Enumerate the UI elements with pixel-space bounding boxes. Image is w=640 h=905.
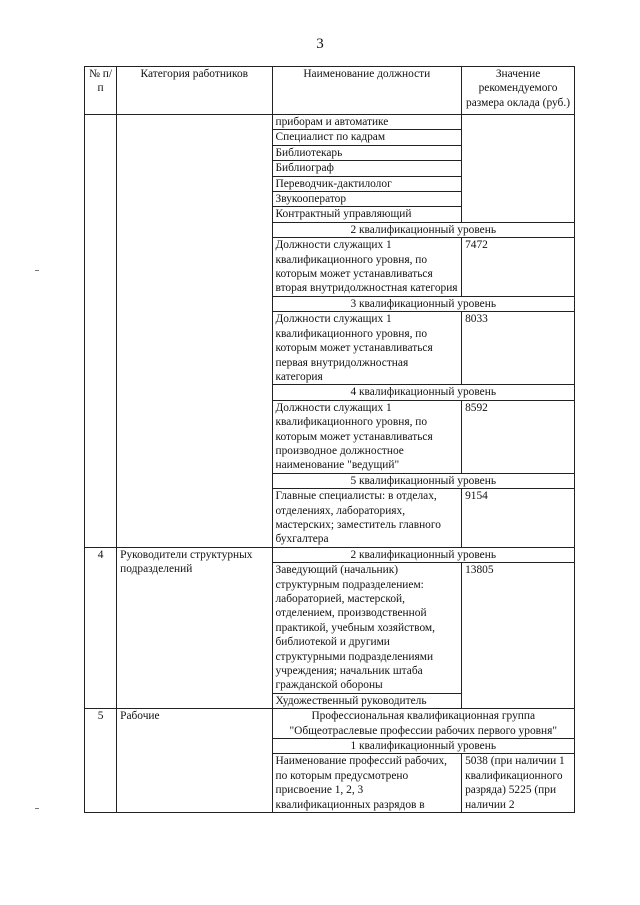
position-cell: Переводчик-дактилолог (272, 176, 462, 191)
salary-cell: 9154 (462, 489, 575, 548)
salary-table (84, 66, 575, 813)
row-num: 5 (85, 709, 117, 813)
table-header-row (85, 67, 575, 115)
group-title: Профессиональная квалификационная группа "Общеотраслевые профессии рабочих первого уровня" (272, 709, 575, 739)
salary-cell-empty (462, 115, 575, 223)
position-cell: Библиотекарь (272, 145, 462, 160)
position-cell: Библиограф (272, 161, 462, 176)
position-cell: Главные специалисты: в отделах, отделениях, лабораториях, мастерских; заместитель главного бухгалтера (272, 489, 462, 548)
level-title: 4 квалификационный уровень (272, 385, 575, 400)
header-position: Наименование должности (272, 67, 462, 115)
position-cell: Звукооператор (272, 192, 462, 207)
position-cell: приборам и автоматике (272, 115, 462, 130)
salary-cell: 13805 (462, 563, 575, 709)
salary-cell: 5038 (при наличии 1 квалификационного разряда) 5225 (при наличии 2 (462, 754, 575, 813)
level-title: 2 квалификационный уровень (272, 547, 575, 562)
row-category: Руководители структурных подразделений (117, 547, 272, 708)
level-title: 3 квалификационный уровень (272, 296, 575, 311)
position-cell: Должности служащих 1 квалификационного уровня, по которым может устанавливаться первая внутридолжностная категория (272, 312, 462, 385)
position-cell: Должности служащих 1 квалификационного уровня, по которым может устанавливаться производное должностное наименование "ведущий" (272, 400, 462, 473)
header-num: № п/п (85, 67, 117, 115)
row-category-empty (117, 115, 272, 548)
row-category: Рабочие (117, 709, 272, 813)
level-title: 1 квалификационный уровень (272, 739, 575, 754)
header-salary: Значение рекомендуемого размера оклада (руб.) (462, 67, 575, 115)
position-cell: Контрактный управляющий (272, 207, 462, 222)
table-row (85, 115, 575, 130)
position-cell: Специалист по кадрам (272, 130, 462, 145)
position-cell: Художественный руководитель (272, 693, 462, 708)
level-row (85, 547, 575, 562)
row-num: 4 (85, 547, 117, 708)
scan-mark (35, 270, 39, 271)
position-cell: Наименование профессий рабочих, по которым предусмотрено присвоение 1, 2, 3 квалификационных разрядов в (272, 754, 462, 813)
salary-cell: 8592 (462, 400, 575, 473)
position-cell: Заведующий (начальник) структурным подразделением: лабораторией, мастерской, отделением, производственной практикой, учебным хозяйством, библиотекой и другими структурными подразделениями учреждения; начальник штаба гражданской обороны (272, 563, 462, 694)
level-title: 2 квалификационный уровень (272, 222, 575, 237)
group-row (85, 709, 575, 739)
position-cell: Должности служащих 1 квалификационного уровня, по которым может устанавливаться вторая внутридолжностная категория (272, 238, 462, 297)
salary-cell: 7472 (462, 238, 575, 297)
level-title: 5 квалификационный уровень (272, 473, 575, 488)
row-num-empty (85, 115, 117, 548)
scan-mark (35, 808, 39, 809)
page-number: 3 (316, 36, 324, 52)
salary-cell: 8033 (462, 312, 575, 385)
header-category: Категория работников (117, 67, 272, 115)
